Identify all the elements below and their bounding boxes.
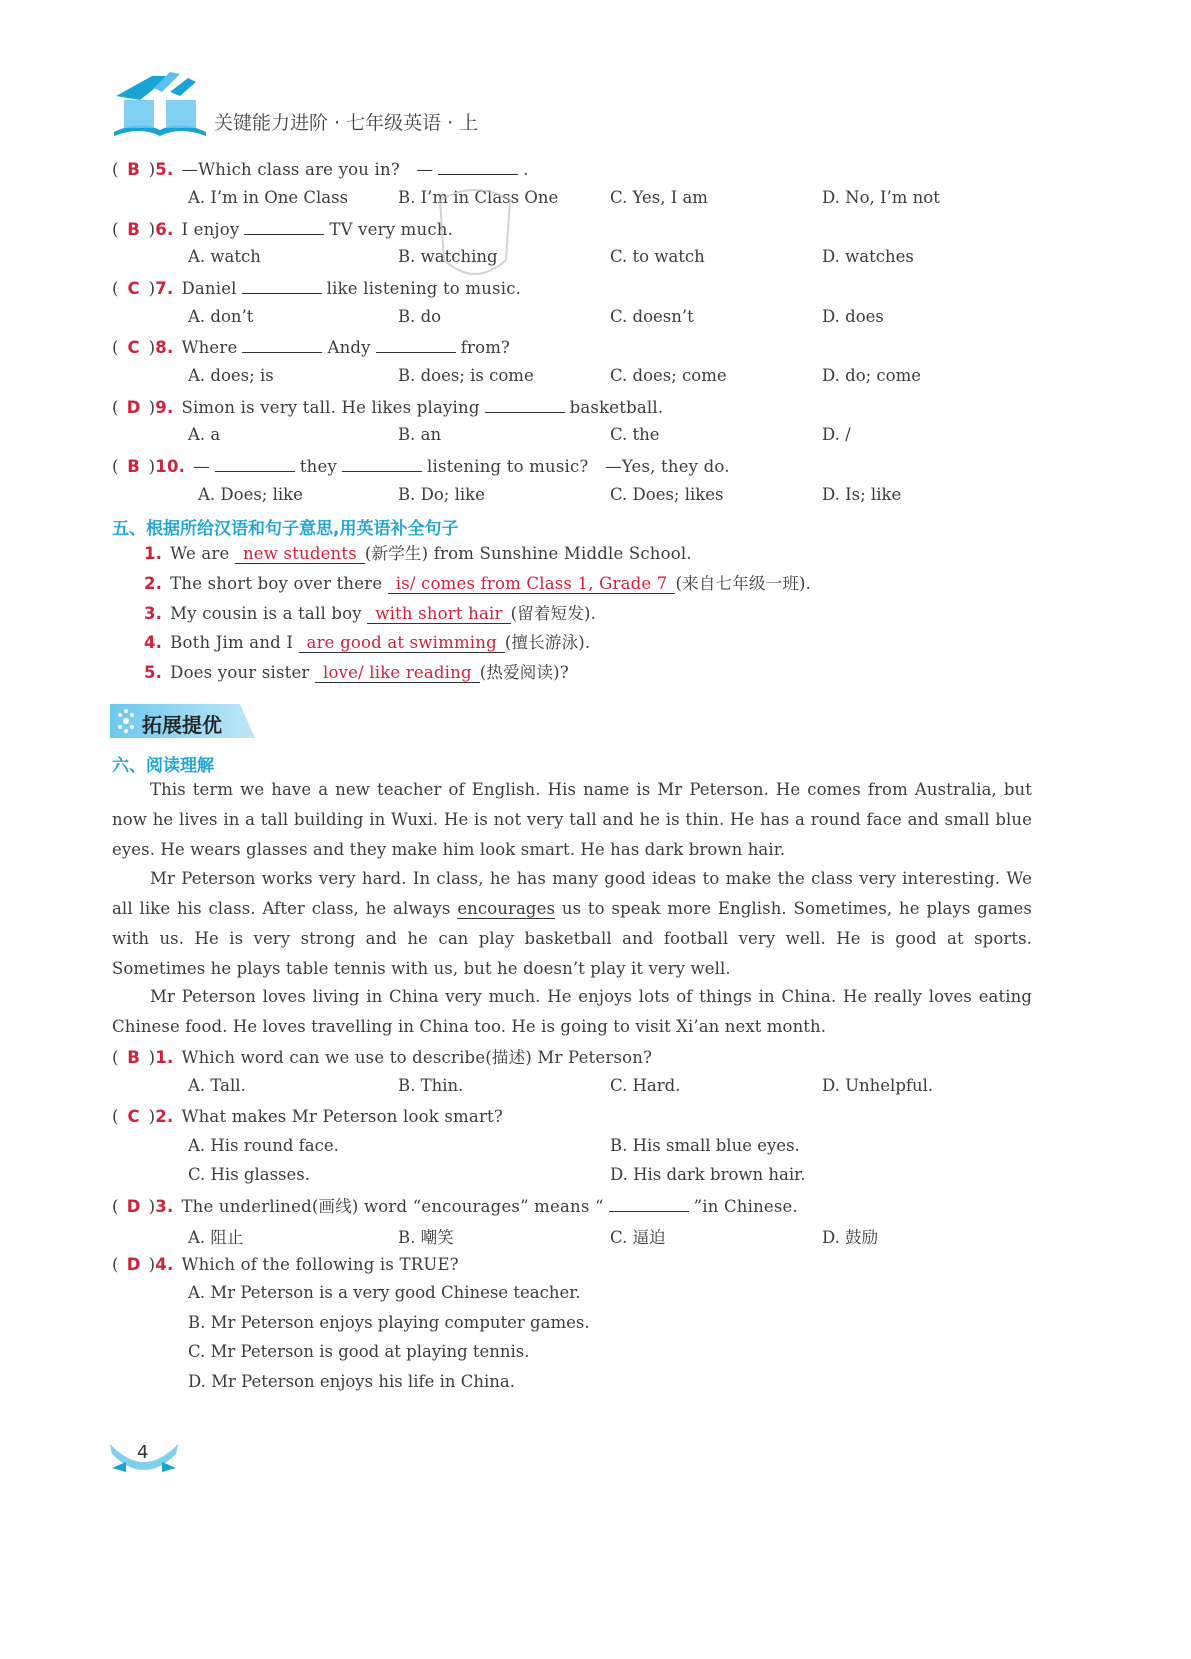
- reading-question-1: ( B )1. Which word can we use to describe(描述) Mr Peterson?: [112, 1048, 653, 1067]
- question-stem: Where: [181, 338, 238, 357]
- answer-letter: C: [127, 1107, 140, 1126]
- question-number: 5.: [155, 160, 174, 179]
- filled-answer: love/ like reading: [315, 663, 480, 683]
- option-a: A. don’t: [188, 307, 254, 326]
- option-c: C. Does; likes: [610, 485, 724, 504]
- option-a: A. a: [188, 425, 221, 444]
- option-c: C. does; come: [610, 366, 727, 385]
- answer-letter: C: [127, 338, 140, 357]
- passage-paragraph-1: This term we have a new teacher of English. His name is Mr Peterson. He comes from Australia, but now he lives in a tall building in Wuxi. He is not very tall and he is thin. He has a round face and small blue eyes. He wears glasses and they make him look smart. He has dark brown hair.: [112, 780, 1032, 859]
- question-stem: —: [193, 457, 210, 476]
- book-title: 关键能力进阶 · 七年级英语 · 上: [214, 112, 479, 134]
- book-logo-icon: [110, 70, 210, 140]
- option-c: C. Yes, I am: [610, 188, 708, 207]
- question-stem: Which of the following is TRUE?: [181, 1255, 459, 1274]
- answer-letter: D: [126, 1255, 141, 1274]
- completion-item-2: 2. The short boy over there is/ comes from Class 1, Grade 7 (来自七年级一班).: [144, 574, 812, 593]
- reading-question-3: ( D )3. The underlined(画线) word “encourages” means “ ”in Chinese.: [112, 1197, 798, 1216]
- answer-blank[interactable]: [609, 1195, 689, 1212]
- option-d: D. Mr Peterson enjoys his life in China.: [188, 1372, 515, 1391]
- option-b: B. do: [398, 307, 442, 326]
- option-c: C. Hard.: [610, 1076, 681, 1095]
- answer-blank[interactable]: [215, 455, 295, 472]
- option-c: C. Mr Peterson is good at playing tennis.: [188, 1342, 530, 1361]
- question-number: 9.: [155, 398, 174, 417]
- reading-question-4: ( D )4. Which of the following is TRUE?: [112, 1255, 459, 1274]
- answer-blank[interactable]: [242, 277, 322, 294]
- filled-answer: is/ comes from Class 1, Grade 7: [388, 574, 676, 594]
- answer-letter: B: [127, 160, 141, 179]
- option-d: D. watches: [822, 247, 914, 266]
- question-stem: Simon is very tall. He likes playing: [181, 398, 480, 417]
- question-number: 10.: [155, 457, 186, 476]
- passage-paragraph-2: Mr Peterson works very hard. In class, he has many good ideas to make the class very interesting. We all like his class. After class, he always encourages us to speak more English. Sometimes, he plays games with us. He is very strong and he can play basketball and football very well. He is good at sports. Sometimes he plays table tennis with us, but he doesn’t play it very well.: [112, 869, 1032, 978]
- option-d: D. does: [822, 307, 884, 326]
- completion-item-4: 4. Both Jim and I are good at swimming (擅长游泳).: [144, 633, 591, 652]
- option-b: B. an: [398, 425, 442, 444]
- question-number: 6.: [155, 220, 174, 239]
- filled-answer: new students: [235, 544, 365, 564]
- option-d: D. /: [822, 425, 851, 444]
- answer-letter: B: [127, 220, 141, 239]
- option-d: D. His dark brown hair.: [610, 1165, 806, 1184]
- answer-blank[interactable]: [438, 158, 518, 175]
- option-c: C. the: [610, 425, 660, 444]
- question-stem: What makes Mr Peterson look smart?: [181, 1107, 503, 1126]
- option-c: C. 逼迫: [610, 1228, 666, 1247]
- option-b: B. Thin.: [398, 1076, 464, 1095]
- option-b: B. Do; like: [398, 485, 485, 504]
- option-d: D. do; come: [822, 366, 922, 385]
- option-c: C. to watch: [610, 247, 705, 266]
- question-stem: —Which class are you in? —: [181, 160, 434, 179]
- option-b: B. does; is come: [398, 366, 534, 385]
- question-stem: I enjoy: [181, 220, 240, 239]
- option-b: B. watching: [398, 247, 498, 266]
- option-d: D. 鼓励: [822, 1228, 879, 1247]
- answer-letter: C: [127, 279, 140, 298]
- reading-question-2: ( C )2. What makes Mr Peterson look smart?: [112, 1107, 503, 1126]
- option-b: B. His small blue eyes.: [610, 1136, 800, 1155]
- completion-item-1: 1. We are new students (新学生) from Sunshine Middle School.: [144, 544, 692, 563]
- option-a: A. Tall.: [188, 1076, 246, 1095]
- option-a: A. I’m in One Class: [188, 188, 349, 207]
- question-stem: Daniel: [181, 279, 237, 298]
- answer-letter: D: [126, 398, 141, 417]
- section-6-title: 六、阅读理解: [112, 756, 214, 776]
- section-5-title: 五、根据所给汉语和句子意思,用英语补全句子: [112, 519, 459, 539]
- answer-blank[interactable]: [485, 396, 565, 413]
- filled-answer: with short hair: [367, 604, 510, 624]
- option-b: B. 嘲笑: [398, 1228, 454, 1247]
- answer-letter: B: [127, 1048, 141, 1067]
- answer-blank[interactable]: [376, 336, 456, 353]
- filled-answer: are good at swimming: [299, 633, 505, 653]
- completion-item-5: 5. Does your sister love/ like reading (热爱阅读)?: [144, 663, 569, 682]
- option-b: B. Mr Peterson enjoys playing computer games.: [188, 1313, 590, 1332]
- question-stem: Which word can we use to describe(描述) Mr Peterson?: [181, 1048, 653, 1067]
- option-a: A. does; is: [188, 366, 274, 385]
- option-d: D. No, I’m not: [822, 188, 940, 207]
- passage-paragraph-3: Mr Peterson loves living in China very much. He enjoys lots of things in China. He really loves eating Chinese food. He loves travelling in China too. He is going to visit Xi’an next month.: [112, 987, 1032, 1036]
- option-a: A. 阻止: [188, 1228, 244, 1247]
- answer-blank[interactable]: [242, 336, 322, 353]
- option-a: A. Mr Peterson is a very good Chinese teacher.: [188, 1283, 581, 1302]
- question-number: 8.: [155, 338, 174, 357]
- underlined-word: encourages: [457, 899, 556, 918]
- option-c: C. His glasses.: [188, 1165, 310, 1184]
- banner-label: 拓展提优: [142, 713, 222, 737]
- answer-blank[interactable]: [342, 455, 422, 472]
- option-a: A. watch: [188, 247, 261, 266]
- answer-letter: D: [126, 1197, 141, 1216]
- answer-letter: B: [127, 457, 141, 476]
- option-c: C. doesn’t: [610, 307, 694, 326]
- option-d: D. Unhelpful.: [822, 1076, 934, 1095]
- option-a: A. Does; like: [198, 485, 303, 504]
- option-b: B. I’m in Class One: [398, 188, 559, 207]
- answer-blank[interactable]: [244, 218, 324, 235]
- option-a: A. His round face.: [188, 1136, 339, 1155]
- page-number: 4: [137, 1442, 149, 1463]
- option-d: D. Is; like: [822, 485, 902, 504]
- completion-item-3: 3. My cousin is a tall boy with short hair (留着短发).: [144, 604, 597, 623]
- question-stem: The underlined(画线) word “encourages” means “: [181, 1197, 604, 1216]
- question-number: 7.: [155, 279, 174, 298]
- workbook-page: 关键能力进阶 · 七年级英语 · 上 ( B )5. —Which class are you in? — . A. I’m in One Class B. I’m in Class One C. Yes, I am D. No, I’m not ( B )6. I enjoy TV very much. A. watch B. watching C. to watch D. watches ( C )7. Daniel like listening to music. A. don’t B. do C. doesn’t D. does ( C )8. Where Andy from? A. does; is B. does; is come C. does; come D. do; come ( D )9. Simon is very tall. He likes playing basketball. A. a B. an C. the D. / ( B )10. — they listening to music? —Yes, they do. A. Does; like B. Do; like C. Does; likes D. Is; like 五、根据所给汉语和句子意思,用英语补全句子 1. We are new students (新学生) from Sunshine Middle School. 2. The short boy over there is/ comes from Class 1, Grade 7 (来自七年级一班). 3. My cousin is a tall boy with short hair (留着短发). 4. Both Jim and I are good at swimming (擅长游泳). 5. Does your sister love/ like reading (热爱阅读)? 拓展提优 六、阅读理解 This term we have a new teacher of English. His name is Mr Peterson. He comes from Australia, but now he lives in a tall building in Wuxi. He is not very tall and he is thin. He has a round face and small blue eyes. He wears glasses and they make him look smart. He has dark brown hair. Mr Peterson works very hard. In class, he has many good ideas to make the class very interesting. We all like his class. After class, he always encourages us to speak more English. Sometimes, he plays games with us. He is very strong and he can play basketball and football very well. He is good at sports. Sometimes he plays table tennis with us, but he doesn’t play it very well. Mr Peterson loves living in China very much. He enjoys lots of things in China. He really loves eating Chinese food. He loves travelling in China too. He is going to visit Xi’an next month. ( B )1. Which word can we use to describe(描述) Mr Peterson? A. Tall. B. Thin. C. Hard. D. Unhelpful. ( C )2. What makes Mr Peterson look smart? A. His round face. B. His small blue eyes. C. His glasses. D. His dark brown hair. ( D )3. The underlined(画线) word “encourages” means “ ”in Chinese. A. 阻止 B. 嘲笑 C. 逼迫 D. 鼓励 ( D )4. Which of the following is TRUE? A. Mr Peterson is a very good Chinese teacher. B. Mr Peterson enjoys playing computer games. C. Mr Peterson is good at playing tennis. D. Mr Peterson enjoys his life in China. 4: [0, 0, 1191, 1659]
